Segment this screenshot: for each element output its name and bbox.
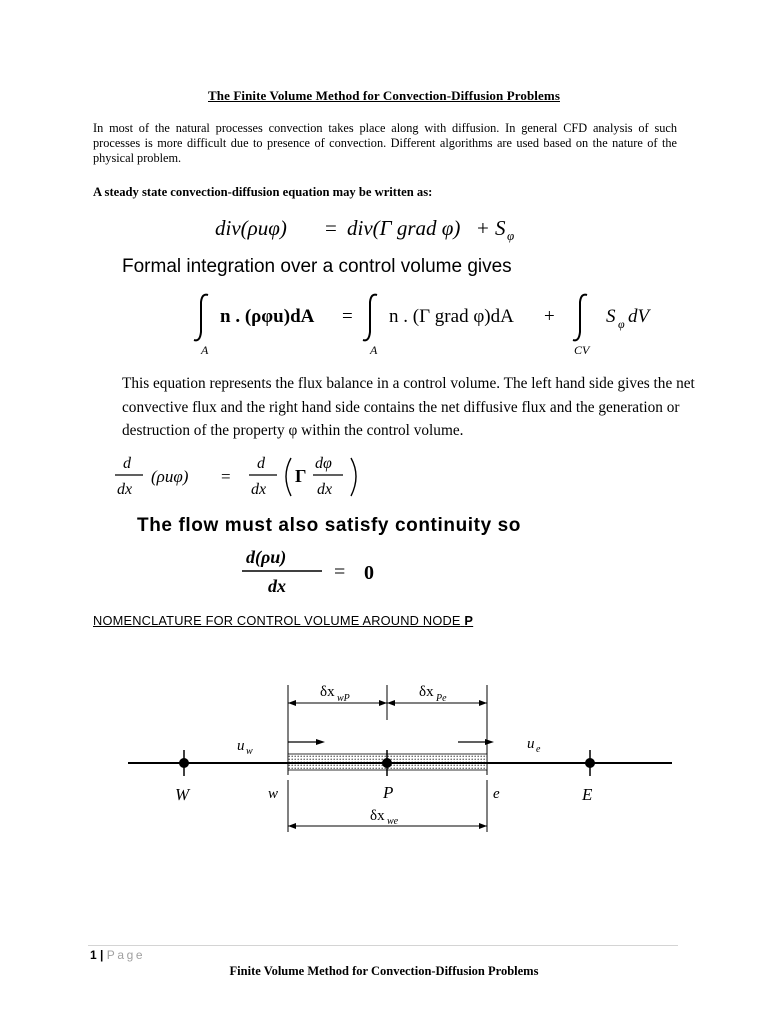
node-W-label: W	[175, 785, 190, 804]
footer-divider	[88, 945, 678, 946]
flux-balance-paragraph: This equation represents the flux balance in a control volume. The left hand side gives the net convective flux and the right hand side contains the net diffusive flux and the generation or destruction of the property φ within the control volume.	[122, 375, 695, 439]
u-w-sub: w	[246, 746, 253, 757]
equation-continuity	[240, 544, 400, 600]
equation-one-dimensional	[115, 452, 385, 504]
eq1-source: S	[495, 216, 506, 240]
eq2-term3: S	[606, 306, 616, 327]
formal-integration-text: Formal integration over a control volume gives	[122, 256, 512, 277]
nomenclature-label: NOMENCLATURE FOR CONTROL VOLUME AROUND NODE	[93, 613, 461, 628]
integral-sign-1	[194, 295, 208, 341]
eq2-term3-tail: dV	[628, 306, 650, 327]
dx-Pe-sub: Pe	[436, 693, 447, 704]
equation-steady-convection-diffusion	[215, 210, 515, 246]
dx-wP-sub: wP	[337, 693, 350, 704]
eq2-limit3: CV	[574, 343, 590, 357]
u-w-label: u	[237, 738, 245, 754]
document-title: The Finite Volume Method for Convection-Diffusion Problems	[208, 88, 560, 103]
eq3-rhs-dx: dx	[251, 481, 267, 498]
dx-we-sub: we	[387, 816, 399, 827]
eq2-equals: =	[342, 306, 353, 327]
dx-wP-label: δx	[320, 684, 335, 700]
page-label: Page	[106, 948, 146, 962]
u-e-sub: e	[536, 744, 541, 755]
eq3-equals: =	[221, 467, 231, 486]
equation-lead: A steady state convection-diffusion equation may be written as:	[93, 185, 433, 199]
eq4-rhs: 0	[364, 562, 374, 584]
eq4-equals: =	[334, 561, 346, 583]
eq4-denominator: dx	[268, 576, 286, 596]
integral-sign-3	[573, 295, 587, 341]
eq2-term1: n . (ρφu)dA	[220, 306, 315, 327]
eq1-plus: +	[477, 216, 489, 240]
eq3-lhs-dx: dx	[117, 481, 133, 498]
page-separator: |	[100, 948, 104, 962]
footer-title: Finite Volume Method for Convection-Diffusion Problems	[229, 964, 539, 978]
eq2-term3-sub: φ	[618, 317, 625, 331]
eq2-limit1: A	[201, 343, 209, 357]
eq3-dphi: dφ	[315, 455, 332, 472]
dx-Pe-label: δx	[419, 684, 434, 700]
eq3-lhs-d: d	[123, 455, 131, 472]
eq1-lhs: div(ρuφ)	[215, 216, 287, 240]
node-P-label: P	[383, 783, 394, 802]
eq1-source-sub: φ	[507, 228, 515, 243]
u-e-label: u	[527, 736, 535, 752]
eq3-gamma: Γ	[295, 466, 307, 486]
continuity-text: The flow must also satisfy continuity so	[137, 515, 521, 536]
eq1-equals: =	[325, 216, 337, 240]
eq2-term2: n . (Γ grad φ)dA	[389, 306, 514, 327]
nomenclature-heading	[93, 613, 473, 628]
equation-integral-form	[190, 290, 670, 360]
control-volume-diagram	[120, 680, 680, 840]
eq1-rhs1: div(Γ grad φ)	[347, 216, 461, 240]
intro-paragraph: In most of the natural processes convection takes place along with diffusion. In general CFD analysis of such processes is more difficult due to presence of convection. Different algorithms are used based on the nature of the physical problem.	[93, 121, 677, 165]
node-E-label: E	[582, 785, 593, 804]
eq2-limit2: A	[370, 343, 378, 357]
page-number	[90, 948, 145, 962]
eq2-plus: +	[544, 306, 555, 327]
nomenclature-node: P	[464, 613, 474, 628]
face-w-label: w	[268, 786, 279, 802]
eq4-numerator: d(ρu)	[246, 547, 287, 567]
eq3-rhs-d: d	[257, 455, 265, 472]
face-e-label: e	[493, 786, 500, 802]
eq3-rhs-dx2: dx	[317, 481, 333, 498]
integral-sign-2	[363, 295, 377, 341]
dx-we-label: δx	[370, 808, 385, 824]
page-number-value: 1	[90, 948, 97, 962]
eq3-lhs-body: (ρuφ)	[151, 467, 189, 486]
